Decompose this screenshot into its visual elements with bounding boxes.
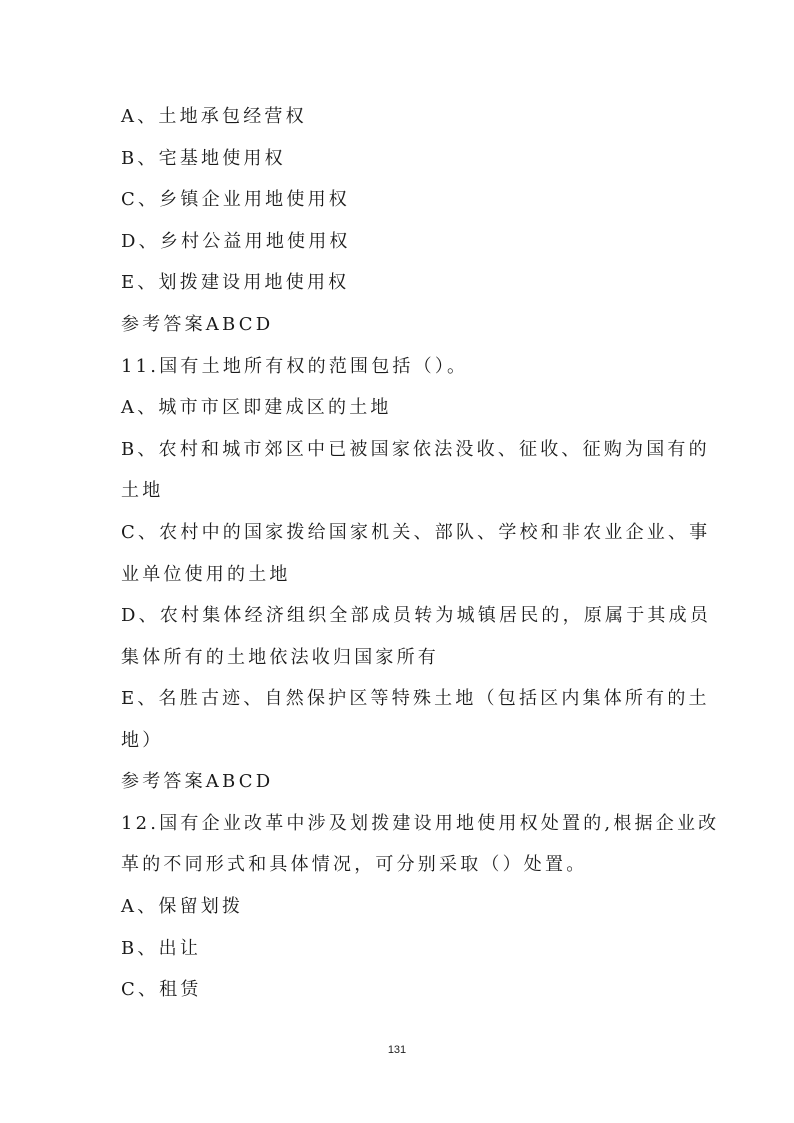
q11-option-c-line: C、农村中的国家拨给国家机关、部队、学校和非农业企业、事 <box>121 522 711 543</box>
option-a-line: A、土地承包经营权 <box>121 106 307 127</box>
question-12-line: 12.国有企业改革中涉及划拨建设用地使用权处置的,根据企业改 <box>121 813 720 834</box>
q11-option-e-line: E、名胜古迹、自然保护区等特殊土地（包括区内集体所有的土 <box>121 688 710 709</box>
option-d-line: D、乡村公益用地使用权 <box>121 231 351 252</box>
question-11-line: 11.国有土地所有权的范围包括（）。 <box>121 356 469 377</box>
q11-option-b-continuation: 土地 <box>121 480 164 501</box>
option-e-line: E、划拨建设用地使用权 <box>121 272 350 293</box>
option-c-line: C、乡镇企业用地使用权 <box>121 189 350 210</box>
q11-option-e-continuation: 地） <box>121 730 164 751</box>
question-12-continuation: 革的不同形式和具体情况，可分别采取（）处置。 <box>121 854 588 875</box>
q11-option-d-continuation: 集体所有的土地依法收归国家所有 <box>121 647 439 668</box>
q11-option-a-line: A、城市市区即建成区的土地 <box>121 397 392 418</box>
q11-option-b-line: B、农村和城市郊区中已被国家依法没收、征收、征购为国有的 <box>121 439 710 460</box>
q11-option-c-continuation: 业单位使用的土地 <box>121 564 291 585</box>
q11-option-d-line: D、农村集体经济组织全部成员转为城镇居民的，原属于其成员 <box>121 605 712 626</box>
q12-option-c-line: C、租赁 <box>121 979 202 1000</box>
q12-option-a-line: A、保留划拨 <box>121 896 244 917</box>
q12-option-b-line: B、出让 <box>121 938 202 959</box>
page-number: 131 <box>387 1044 407 1056</box>
q11-answer-line: 参考答案ABCD <box>121 771 274 792</box>
answer-line: 参考答案ABCD <box>121 314 274 335</box>
option-b-line: B、宅基地使用权 <box>121 148 286 169</box>
